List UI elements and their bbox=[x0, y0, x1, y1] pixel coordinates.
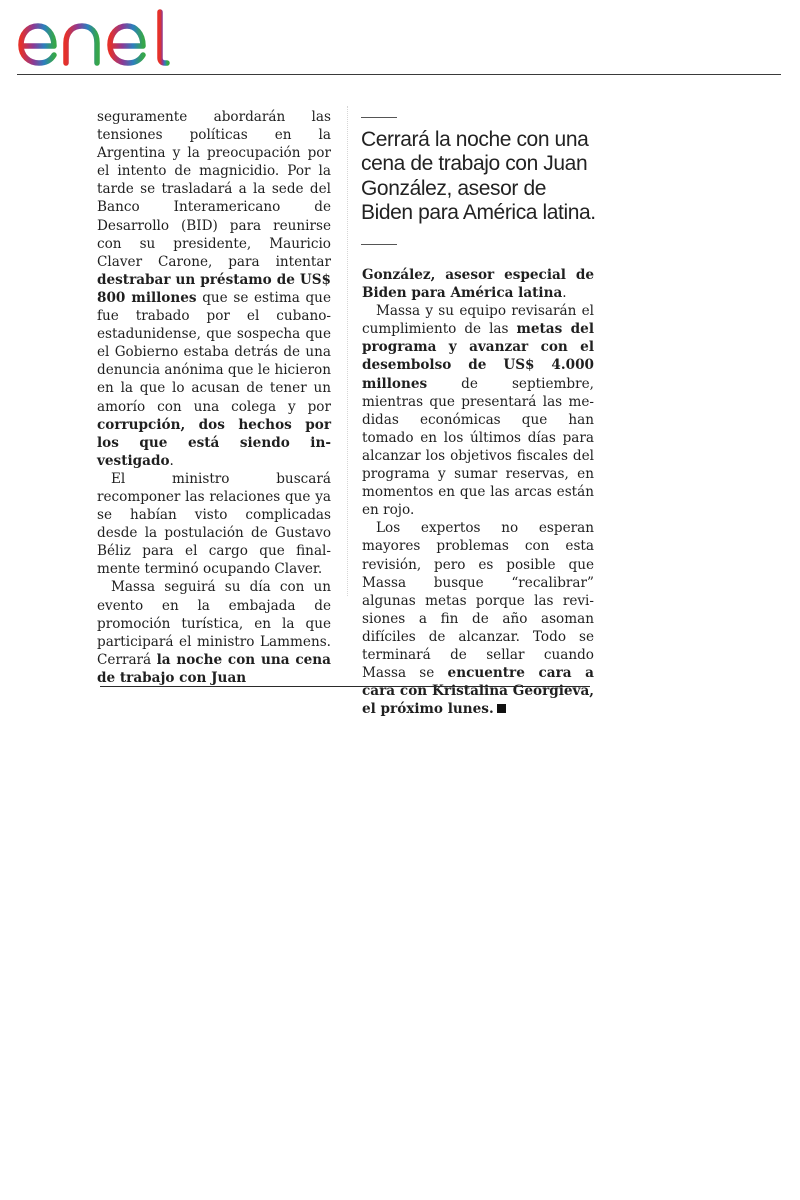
article-paragraph bbox=[362, 519, 594, 718]
article-right-column bbox=[362, 266, 594, 718]
bold-text-run: encuentre cara a cara con Kristalina Georgieva, el próximo lunes. bbox=[362, 665, 594, 718]
bold-text-run: González, asesor especial de Biden para América latina bbox=[362, 267, 594, 302]
bold-text-run: la noche con una cena de trabajo con Juan bbox=[97, 651, 331, 686]
text-run: que se estima que fue trabado por el cubano-estadunidense, que sospecha que el Gobierno estaba detrás de una denuncia anónima que le hicieron en la que lo acusan de tener un amorío con una colega y por bbox=[97, 289, 331, 415]
text-run: El ministro buscará recomponer las relaciones que ya se habían visto complicadas desde la postulación de Gustavo Béliz para el cargo que finalmente terminó ocupando Claver. bbox=[97, 470, 331, 578]
text-run: . bbox=[562, 285, 567, 302]
article-paragraph bbox=[97, 108, 331, 470]
text-run: Massa seguirá su día con un evento en la embajada de promoción turística, en la que participará el ministro Lammens. Cerrará bbox=[97, 579, 331, 668]
text-run: seguramente abordarán las tensiones políticas en la Argentina y la preocupación por el intento de magnicidio. Por la tarde se trasladará a la sede del Banco Interamericano de Desarrollo (BID) para reunirse con su presidente, Mauricio Claver Carone, para intentar bbox=[97, 109, 331, 270]
article-paragraph bbox=[362, 302, 594, 519]
bold-text-run: destrabar un préstamo de US$ 800 millones bbox=[97, 271, 331, 306]
enel-logo bbox=[16, 8, 172, 68]
text-run: de septiembre, mientras que presentará las medidas económicas que han tomado en los últimos días para alcanzar los objetivos fiscales del programa y sumar reservas, en momentos en que las arcas están en rojo. bbox=[362, 375, 594, 519]
pull-quote-top-rule bbox=[361, 117, 397, 118]
article-paragraph bbox=[362, 266, 594, 302]
article-paragraph bbox=[97, 578, 331, 687]
column-divider bbox=[347, 106, 348, 596]
article-bottom-divider bbox=[100, 686, 590, 687]
end-of-article-mark bbox=[497, 704, 506, 713]
article-left-column bbox=[97, 108, 331, 687]
pull-quote-bottom-rule bbox=[361, 244, 397, 245]
text-run: . bbox=[169, 452, 174, 469]
text-run: Los expertos no esperan mayores problemas con esta revisión, pero es posible que Massa busque “recalibrar” algunas metas porque las revisiones a fin de año asoman difíciles de alcanzar. Todo se terminará de sellar cuando Massa se bbox=[362, 520, 594, 682]
bold-text-run: corrupción, dos hechos por los que está siendo investigado bbox=[97, 416, 331, 469]
bold-text-run: metas del programa y avanzar con el desembolso de US$ 4.000 millones bbox=[362, 321, 594, 392]
page-header bbox=[0, 0, 800, 76]
text-run: Massa y su equipo revisarán el cumplimiento de las bbox=[362, 303, 594, 338]
pull-quote: Cerrará la noche con una cena de trabajo con Juan González, asesor de Biden para América latina. bbox=[361, 128, 596, 224]
header-divider bbox=[17, 74, 781, 75]
article-paragraph bbox=[97, 470, 331, 579]
